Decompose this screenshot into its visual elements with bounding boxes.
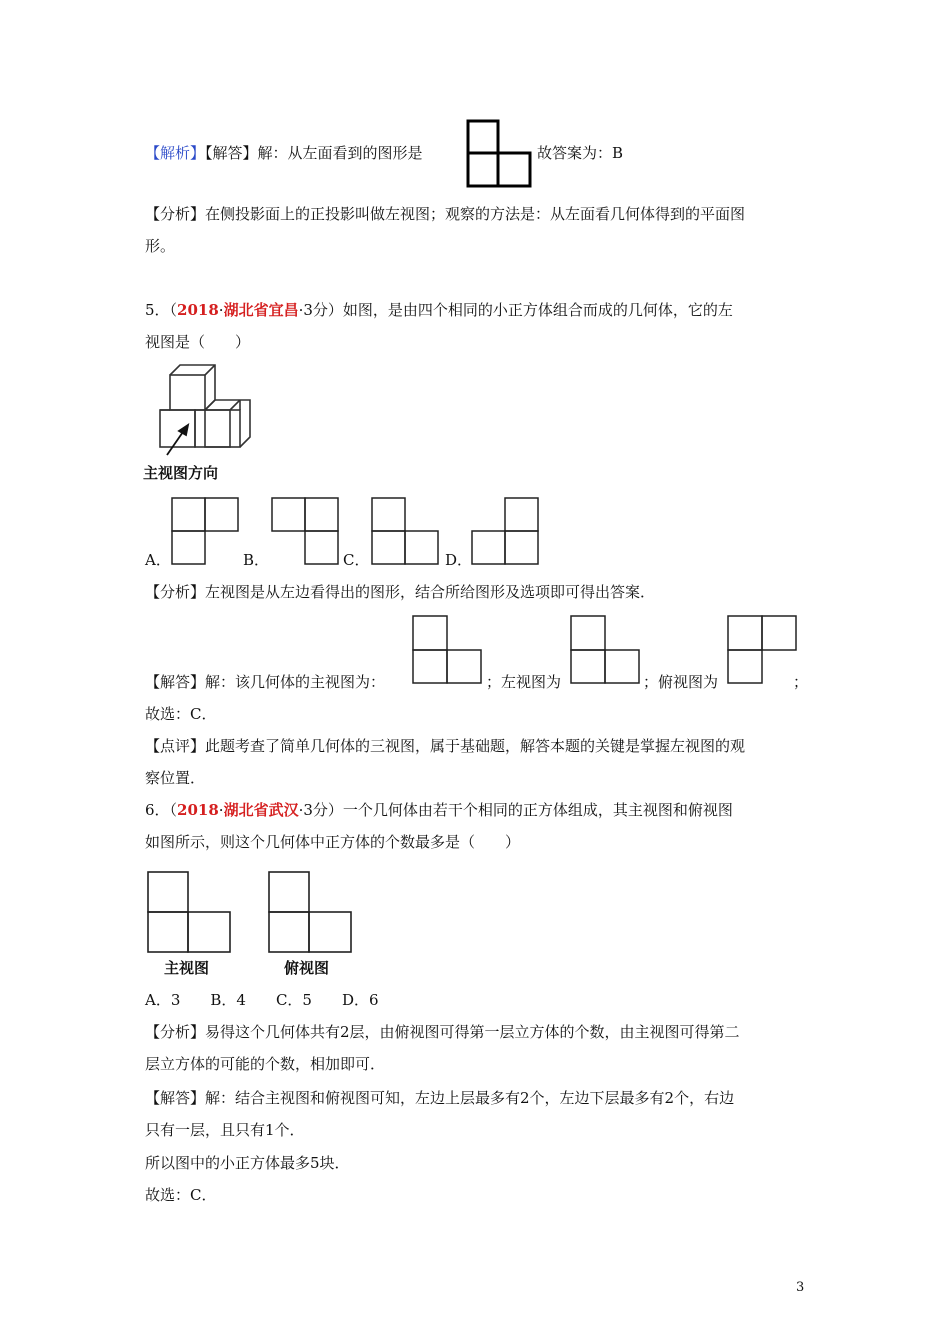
q6-top-view-figure — [267, 870, 355, 954]
q6-stem-text1: 一个几何体由若干个相同的正方体组成，其主视图和俯视图 — [342, 801, 733, 819]
q5-stem-line2: 视图是（ ） — [145, 333, 251, 351]
q4-answer-tail: 故答案为：B — [537, 144, 624, 162]
q4-tag-answer: 【解答】 — [205, 144, 258, 162]
q6-answer-line2: 只有一层，且只有1个． — [145, 1121, 305, 1139]
q5-choice: 故选：C． — [145, 705, 217, 723]
q5-region: 湖北省宜昌 — [223, 301, 299, 319]
q6-options[interactable]: A．3 B．4 C．5 D．6 — [145, 991, 379, 1009]
q5-number: 5．（ — [145, 301, 178, 319]
q6-year: 2018 — [177, 801, 219, 819]
q5-comment-line1: 【点评】此题考查了简单几何体的三视图，属于基础题，解答本题的关键是掌握左视图的观 — [145, 737, 746, 755]
q6-number: 6．（ — [145, 801, 178, 819]
q6-stem-line2: 如图所示，则这个几何体中正方体的个数最多是（ ） — [145, 833, 521, 851]
q5-option-a-figure — [171, 497, 241, 567]
q4-analysis-label: 【分析】 — [145, 205, 206, 223]
q5-top-view-label: ；俯视图为 — [643, 673, 719, 691]
q6-analysis-line2: 层立方体的可能的个数，相加即可． — [145, 1055, 386, 1073]
q5-option-c[interactable]: C． — [343, 551, 370, 569]
q5-main-view-figure — [412, 615, 484, 685]
q5-option-d[interactable]: D． — [445, 551, 473, 569]
q4-analysis-text: 在侧投影面上的正投影叫做左视图；观察的方法是：从左面看几何体得到的平面图 — [205, 205, 746, 223]
q5-option-d-figure — [471, 497, 541, 567]
q5-end-semicolon: ； — [793, 673, 809, 691]
q5-option-b[interactable]: B． — [243, 551, 270, 569]
q4-left-view-figure — [466, 119, 534, 189]
q5-analysis: 【分析】左视图是从左边看得出的图形，结合所给图形及选项即可得出答案． — [145, 583, 656, 601]
q5-left-view-label: ；左视图为 — [486, 673, 562, 691]
q6-main-view-caption: 主视图 — [164, 959, 210, 977]
q5-option-b-figure — [271, 497, 341, 567]
q6-top-view-caption: 俯视图 — [284, 959, 330, 977]
q6-answer-line3: 所以图中的小正方体最多5块． — [145, 1154, 350, 1172]
q5-stem-text1: 如图，是由四个相同的小正方体组合而成的几何体，它的左 — [342, 301, 733, 319]
q6-main-view-figure — [146, 870, 234, 954]
q6-score: ·3分） — [298, 801, 343, 819]
q5-year: 2018 — [177, 301, 219, 319]
q6-stem-line1 — [145, 800, 733, 820]
page-number: 3 — [796, 1280, 805, 1295]
q4-tag-analysis: 【解析】 — [145, 144, 206, 162]
q6-region: 湖北省武汉 — [223, 801, 299, 819]
q6-analysis-line1: 【分析】易得这个几何体共有2层，由俯视图可得第一层立方体的个数，由主视图可得第二 — [145, 1023, 740, 1041]
q5-option-c-figure — [371, 497, 441, 567]
q4-answer-text: 解：从左面看到的图形是 — [257, 144, 423, 162]
q5-figure-caption: 主视图方向 — [143, 464, 219, 482]
q4-analysis-line1 — [145, 204, 745, 224]
q5-left-view-figure — [570, 615, 642, 685]
q4-analysis-line2: 形。 — [145, 237, 176, 255]
q5-top-view-figure — [727, 615, 799, 685]
q6-dot: · — [218, 801, 224, 819]
q5-option-a[interactable]: A． — [145, 551, 171, 569]
q6-answer-line1: 【解答】解：结合主视图和俯视图可知，左边上层最多有2个，左边下层最多有2个，右边 — [145, 1089, 735, 1107]
q5-answer-prefix: 【解答】解：该几何体的主视图为： — [145, 673, 386, 691]
q5-dot: · — [218, 301, 224, 319]
q5-score: ·3分） — [298, 301, 343, 319]
q6-choice: 故选：C． — [145, 1186, 217, 1204]
q5-stem-line1 — [145, 300, 733, 320]
q5-cube-figure — [155, 363, 260, 458]
q4-answer-line — [145, 143, 423, 163]
q5-comment-line2: 察位置． — [145, 769, 206, 787]
